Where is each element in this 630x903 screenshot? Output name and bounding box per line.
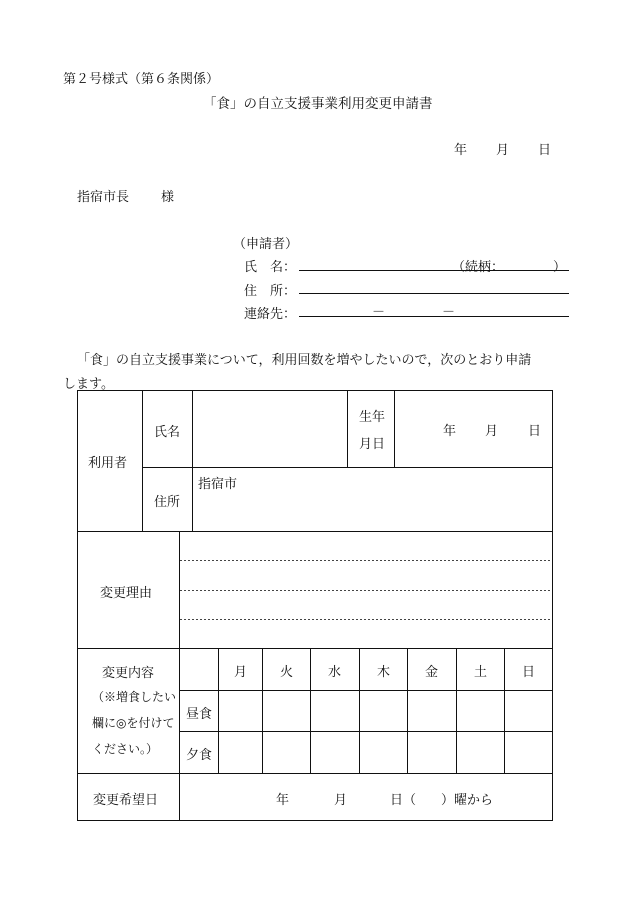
change-content-label-2: （※増食したい bbox=[92, 690, 177, 704]
date-year: 年 bbox=[454, 143, 468, 158]
desired-year: 年 bbox=[276, 793, 290, 808]
day-header-sun: 日 bbox=[522, 665, 536, 680]
lunch-mon-cell[interactable] bbox=[219, 691, 262, 731]
lunch-sun-cell[interactable] bbox=[505, 691, 552, 731]
lunch-thu-cell[interactable] bbox=[360, 691, 407, 731]
contact-dash-1: － bbox=[372, 305, 386, 320]
user-name-label: 氏名 bbox=[154, 425, 181, 440]
dinner-mon-cell[interactable] bbox=[219, 732, 262, 773]
dinner-tue-cell[interactable] bbox=[263, 732, 310, 773]
day-header-thu: 木 bbox=[377, 665, 391, 680]
birth-year: 年 bbox=[443, 424, 457, 439]
applicant-address-label: 住 所： bbox=[244, 284, 297, 299]
birthdate-label-1: 生年 bbox=[359, 410, 386, 425]
applicant-name-label: 氏 名： bbox=[244, 260, 297, 275]
change-content-label-3: 欄に◎を付けて bbox=[92, 716, 175, 730]
date-day: 日 bbox=[538, 143, 552, 158]
change-content-label-1: 変更内容 bbox=[102, 666, 155, 681]
intro-line-2: します。 bbox=[63, 377, 114, 392]
change-content-label-4: ください。） bbox=[92, 742, 159, 756]
desired-weekday-suffix: ）曜から bbox=[441, 793, 494, 808]
addressee-name: 指宿市長 bbox=[77, 190, 130, 205]
user-address-label: 住所 bbox=[154, 495, 181, 510]
relation-close: ） bbox=[553, 260, 567, 275]
change-reason-field[interactable] bbox=[181, 533, 551, 647]
user-label: 利用者 bbox=[88, 456, 128, 471]
dinner-wed-cell[interactable] bbox=[311, 732, 359, 773]
contact-dash-2: － bbox=[442, 305, 456, 320]
day-header-mon: 月 bbox=[234, 665, 248, 680]
dinner-sat-cell[interactable] bbox=[457, 732, 504, 773]
change-reason-label: 変更理由 bbox=[100, 586, 153, 601]
relation-open: （続柄： bbox=[452, 260, 505, 275]
lunch-wed-cell[interactable] bbox=[311, 691, 359, 731]
date-month: 月 bbox=[496, 143, 510, 158]
lunch-label: 昼食 bbox=[186, 707, 213, 722]
lunch-sat-cell[interactable] bbox=[457, 691, 504, 731]
applicant-heading: （申請者） bbox=[233, 237, 299, 252]
day-header-sat: 土 bbox=[474, 665, 488, 680]
day-header-wed: 水 bbox=[328, 665, 342, 680]
dinner-label: 夕食 bbox=[186, 748, 213, 763]
birth-day: 日 bbox=[528, 424, 542, 439]
dinner-sun-cell[interactable] bbox=[505, 732, 552, 773]
form-number: 第２号様式（第６条関係） bbox=[63, 72, 220, 87]
lunch-tue-cell[interactable] bbox=[263, 691, 310, 731]
dinner-thu-cell[interactable] bbox=[360, 732, 407, 773]
desired-month: 月 bbox=[334, 793, 348, 808]
user-address-value: 指宿市 bbox=[198, 477, 238, 492]
birth-month: 月 bbox=[485, 424, 499, 439]
intro-line-1: 「食」の自立支援事業について，利用回数を増やしたいので，次のとおり申請 bbox=[77, 353, 532, 368]
page-title: 「食」の自立支援事業利用変更申請書 bbox=[203, 96, 433, 112]
day-header-fri: 金 bbox=[425, 665, 439, 680]
day-header-tue: 火 bbox=[280, 665, 294, 680]
desired-day: 日（ bbox=[390, 793, 417, 808]
user-name-field[interactable] bbox=[194, 392, 346, 466]
desired-date-label: 変更希望日 bbox=[93, 793, 159, 808]
birthdate-label-2: 月日 bbox=[359, 437, 386, 452]
addressee-honorific: 様 bbox=[161, 190, 175, 205]
lunch-fri-cell[interactable] bbox=[408, 691, 456, 731]
dinner-fri-cell[interactable] bbox=[408, 732, 456, 773]
applicant-contact-label: 連絡先： bbox=[244, 307, 297, 322]
